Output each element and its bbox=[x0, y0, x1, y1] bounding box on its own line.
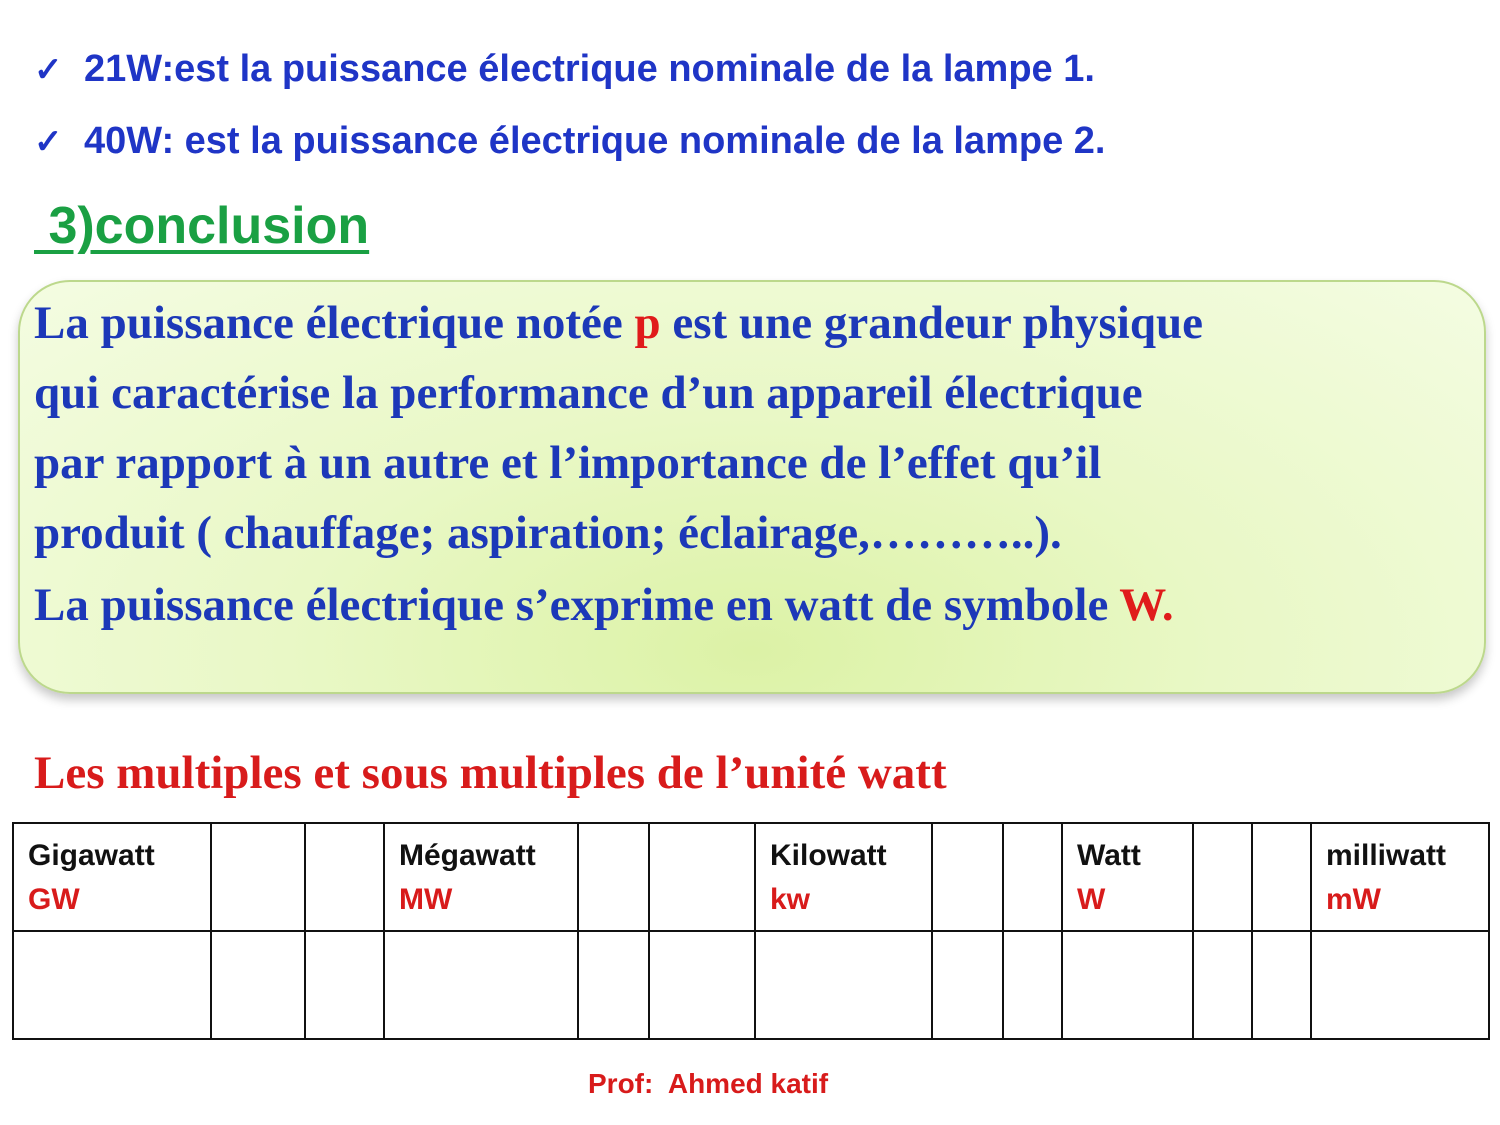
checkmark-icon: ✓ bbox=[34, 51, 63, 89]
bullet-text: 21W:est la puissance électrique nominale de la lampe 1. bbox=[84, 48, 1095, 90]
empty-cell bbox=[211, 931, 305, 1039]
bullet-lampe-1 bbox=[34, 48, 1095, 91]
power-symbol-p: p bbox=[634, 297, 661, 349]
unit-cell-watt: Watt W bbox=[1062, 823, 1193, 931]
empty-cell bbox=[1193, 931, 1252, 1039]
empty-cell bbox=[13, 931, 211, 1039]
units-value-row bbox=[13, 931, 1489, 1039]
empty-cell bbox=[1003, 931, 1062, 1039]
empty-cell bbox=[932, 931, 1003, 1039]
empty-cell bbox=[384, 931, 578, 1039]
empty-cell bbox=[211, 823, 305, 931]
empty-cell bbox=[578, 931, 649, 1039]
section-heading-conclusion: 3)conclusion bbox=[34, 197, 370, 255]
empty-cell bbox=[305, 823, 384, 931]
empty-cell bbox=[932, 823, 1003, 931]
watt-symbol: W. bbox=[1119, 579, 1174, 631]
empty-cell bbox=[578, 823, 649, 931]
definition-line-1: La puissance électrique notée p est une grandeur physique bbox=[34, 297, 1203, 349]
definition-text bbox=[34, 288, 1203, 568]
author-footer: Prof: Ahmed katif bbox=[588, 1068, 829, 1099]
units-header-row bbox=[13, 823, 1489, 931]
empty-cell bbox=[1003, 823, 1062, 931]
unit-cell-milliwatt: milliwatt mW bbox=[1311, 823, 1489, 931]
empty-cell bbox=[649, 823, 755, 931]
definition-line-4: produit ( chauffage; aspiration; éclairage,………..). bbox=[34, 507, 1062, 559]
empty-cell bbox=[305, 931, 384, 1039]
unit-cell-kilowatt: Kilowatt kw bbox=[755, 823, 932, 931]
unit-sentence: La puissance électrique s’exprime en watt de symbole W. bbox=[34, 579, 1174, 631]
definition-line-2: qui caractérise la performance d’un appareil électrique bbox=[34, 367, 1143, 419]
empty-cell bbox=[1252, 823, 1311, 931]
empty-cell bbox=[1252, 931, 1311, 1039]
empty-cell bbox=[1311, 931, 1489, 1039]
unit-cell-megawatt: Mégawatt MW bbox=[384, 823, 578, 931]
unit-cell-gigawatt: Gigawatt GW bbox=[13, 823, 211, 931]
empty-cell bbox=[755, 931, 932, 1039]
definition-line-3: par rapport à un autre et l’importance de l’effet qu’il bbox=[34, 437, 1102, 489]
checkmark-icon: ✓ bbox=[34, 123, 63, 161]
units-table bbox=[12, 822, 1490, 1040]
empty-cell bbox=[1193, 823, 1252, 931]
empty-cell bbox=[1062, 931, 1193, 1039]
bullet-text: 40W: est la puissance électrique nominale de la lampe 2. bbox=[84, 120, 1106, 162]
multiples-title: Les multiples et sous multiples de l’unité watt bbox=[34, 747, 947, 799]
empty-cell bbox=[649, 931, 755, 1039]
bullet-lampe-2 bbox=[34, 120, 1105, 163]
